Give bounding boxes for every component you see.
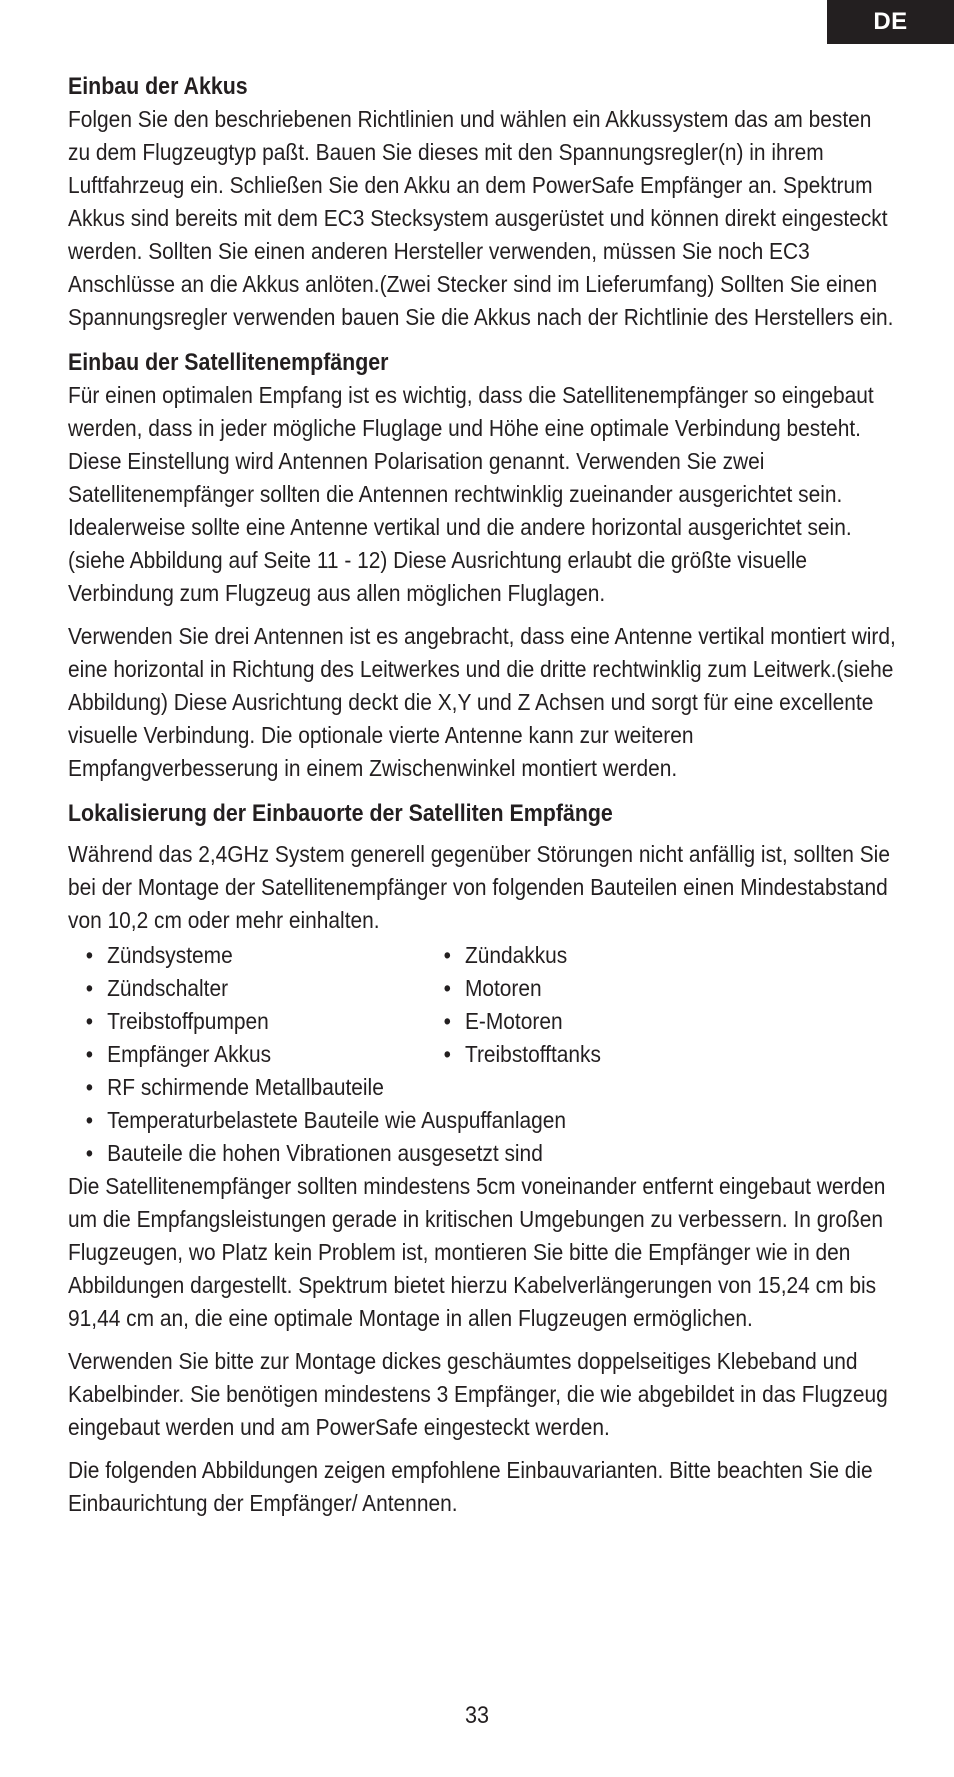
list-item: • Zündsysteme bbox=[85, 942, 233, 968]
section-title-lokalisierung: Lokalisierung der Einbauorte der Satelliten Empfänge bbox=[68, 800, 613, 827]
list-item: • Zündakkus bbox=[443, 942, 568, 968]
page-content bbox=[68, 70, 896, 1520]
bullet-column-right bbox=[426, 939, 782, 1071]
page-number: 33 bbox=[464, 1702, 490, 1729]
list-item: • Zündschalter bbox=[85, 975, 229, 1001]
list-item: • Motoren bbox=[443, 975, 542, 1001]
list-item: • Treibstofftanks bbox=[443, 1041, 601, 1067]
section-title-satelliten: Einbau der Satellitenempfänger bbox=[68, 349, 389, 376]
bullet-list-full bbox=[68, 1071, 897, 1170]
list-item: • Temperaturbelastete Bauteile wie Auspuffanlagen bbox=[85, 1107, 567, 1133]
paragraph-lokalisierung-3: Die folgenden Abbildungen zeigen empfohlene Einbauvarianten. Bitte beachten Sie die Einbaurichtung der Empfänger/ Antennen. bbox=[68, 1457, 873, 1516]
paragraph-akkus: Folgen Sie den beschriebenen Richtlinien und wählen ein Akkussystem das am besten zu dem Flugzeugtyp paßt. Bauen Sie dieses mit den Spannungsregler(n) in ihrem Luftfahrzeug ein. Schließen Sie den Akku an dem PowerSafe Empfänger an. Spektrum Akkus sind bereits mit dem EC3 Stecksystem ausgerüstet und können direkt eingesteckt werden. Sollten Sie einen anderen Hersteller verwenden, müssen Sie noch EC3 Anschlüsse an die Akkus anlöten.(Zwei Stecker sind im Lieferumfang) Sollten Sie einen Spannungsregler verwenden bauen Sie die Akkus nach der Richtlinie des Herstellers ein. bbox=[68, 106, 894, 330]
paragraph-lokalisierung-2: Verwenden Sie bitte zur Montage dickes geschäumtes doppelseitiges Klebeband und Kabelbinder. Sie benötigen mindestens 3 Empfänger, die wie abgebildet in das Flugzeug eingebaut werden und am PowerSafe eingesteckt werden. bbox=[68, 1348, 888, 1440]
list-item: • Empfänger Akkus bbox=[85, 1041, 272, 1067]
list-item: • RF schirmende Metallbauteile bbox=[85, 1074, 384, 1100]
paragraph-satelliten-2: Verwenden Sie drei Antennen ist es angebracht, dass eine Antenne vertikal montiert wird, eine horizontal in Richtung des Leitwerkes und die dritte rechtwinklig zum Leitwerk.(siehe Abbildung) Diese Ausrichtung deckt die X,Y und Z Achsen und sorgt für eine excellente visuelle Verbindung. Die optionale vierte Antenne kann zur weiteren Empfangverbesserung in einem Zwischenwinkel montiert werden. bbox=[68, 623, 896, 781]
paragraph-lokalisierung-1: Die Satellitenempfänger sollten mindestens 5cm voneinander entfernt eingebaut werden um die Empfangsleistungen gerade in kritischen Umgebungen zu verbessern. In großen Flugzeugen, wo Platz kein Problem ist, montieren Sie bitte die Empfänger wie in den Abbildungen dargestellt. Spektrum bietet hierzu Kabelverlängerungen von 15,24 cm bis 91,44 cm an, die eine optimale Montage in allen Flugzeugen ermöglichen. bbox=[68, 1173, 886, 1331]
section-title-akkus: Einbau der Akkus bbox=[68, 73, 248, 100]
list-item: • Treibstoffpumpen bbox=[85, 1008, 269, 1034]
language-tab: DE bbox=[827, 0, 954, 44]
list-item: • E-Motoren bbox=[443, 1008, 563, 1034]
bullet-list-two-column bbox=[68, 939, 897, 1071]
paragraph-lokalisierung-intro: Während das 2,4GHz System generell gegenüber Störungen nicht anfällig ist, sollten Sie bei der Montage der Satellitenempfänger von folgenden Bauteilen einen Mindestabstand von 10,2 cm oder mehr einhalten. bbox=[68, 841, 890, 933]
list-item: • Bauteile die hohen Vibrationen ausgesetzt sind bbox=[85, 1140, 543, 1166]
bullet-column-left bbox=[68, 939, 426, 1071]
paragraph-satelliten-1: Für einen optimalen Empfang ist es wichtig, dass die Satellitenempfänger so eingebaut werden, dass in jeder mögliche Fluglage und Höhe eine optimale Verbindung besteht. Diese Einstellung wird Antennen Polarisation genannt. Verwenden Sie zwei Satellitenempfänger sollten die Antennen rechtwinklig zueinander ausgerichtet sein. Idealerweise sollte eine Antenne vertikal und die andere horizontal ausgerichtet sein. (siehe Abbildung auf Seite 11 - 12) Diese Ausrichtung erlaubt die größte visuelle Verbindung zum Flugzeug aus allen möglichen Fluglagen. bbox=[68, 382, 874, 606]
